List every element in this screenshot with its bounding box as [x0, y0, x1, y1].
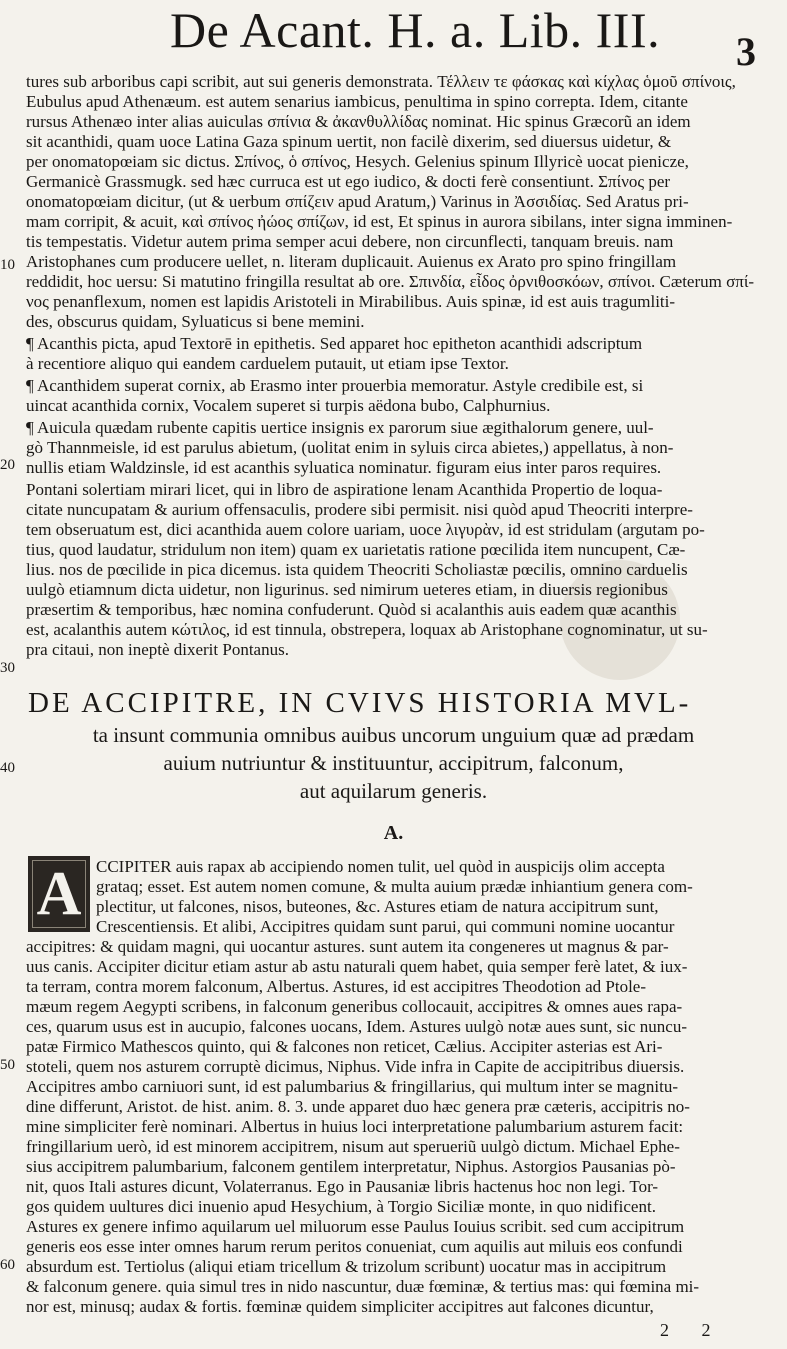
text-line: gò Thannmeisle, id est parulus abietum, (uolitat enim in syluis circa abietes,) appellatus, à non-: [26, 438, 674, 457]
line-number: 30: [0, 660, 15, 676]
text-line: onomatopœiam dicitur, (ut & uerbum σπίζειν apud Aratum,) Varinus in Ἀσσιδίας. Sed Aratus pri-: [26, 192, 689, 211]
text-line: dine differunt, Aristot. de hist. anim. 8. 3. unde apparet duo hæc genera præ cæteris, accipitris no-: [26, 1097, 690, 1116]
text-line: reddidit, hoc uersu: Si matutino fringilla resultat ab ore. Σπινδία, εἶδος ὀρνιθοσκόων, σπίνοι. Cæterum σπί-: [26, 272, 755, 291]
text-line: absurdum est. Tertiolus (aliqui etiam tricellum & trizolum scribunt) uocatur mas in accipitrum: [26, 1257, 667, 1276]
text-line: ta terram, contra morem falconum, Albertus. Astures, id est accipitres Theodotion ad Ptole-: [26, 977, 647, 996]
text-body: [0, 70, 787, 1340]
text-line: lius. nos de pœcilide in pica dicemus. ista quidem Theocriti Scholiastæ pœcilis, omnino carduelis: [26, 560, 688, 579]
text-line: Eubulus apud Athenæum. est autem senarius iambicus, penultima in spino correpta. Idem, citante: [26, 92, 688, 111]
text-line: citate nuncupatam & aurium offensaculis, prodere sibi permisit. nisi quòd apud Theocriti interpre-: [26, 500, 693, 519]
text-line: νος penanflexum, nomen est lapidis Aristoteli in Mirabilibus. Auis spinæ, id est auis tragumliti-: [26, 292, 676, 311]
text-line: Germanicè Grassmugk. sed hæc curruca est ut ego iudico, & docti ferè consentiunt. Σπίνος per: [26, 172, 671, 191]
text-line: ¶ Acanthidem superat cornix, ab Erasmo inter prouerbia memoratur. Astyle credibile est, si: [26, 376, 644, 395]
text-line: Crescentiensis. Et alibi, Accipitres quidam sunt parui, qui communi nomine uocantur: [96, 917, 675, 936]
chapter-subheading: aut aquilarum generis.: [299, 779, 488, 803]
text-line: nor est, minusq; audax & fortis. fœminæ quidem simpliciter accipitres aut falcones dicuntur,: [26, 1297, 654, 1316]
text-line: stoteli, quem nos asturem corruptè dicimus, Niphus. Vide infra in Capite de accipitribus diuersis.: [26, 1057, 685, 1076]
section-letter: A.: [383, 822, 404, 844]
text-line: Pontani solertiam mirari licet, qui in libro de aspiratione lenam Acanthida Propertio de loqua-: [26, 480, 663, 499]
text-line: mæum regem Aegypti scribens, in falconum generibus collocauit, accipitres & omnes aues rapa-: [26, 997, 683, 1016]
text-line: pra citaui, non ineptè dixerit Pontanus.: [26, 640, 289, 659]
text-line: rursus Athenæo inter alias auiculas σπίνια & ἀκανθυλλίδας nominat. Hic spinus Græcorũ an idem: [26, 112, 691, 131]
text-line: uus canis. Accipiter dicitur etiam astur ab astu naturali quem habet, quia semper ferè latet, & iux-: [26, 957, 688, 976]
text-line: mam corripit, & acuit, καὶ σπίνος ἠώος σπίζων, id est, Et spinus in aurora sibilans, inter signa imminen-: [26, 212, 733, 231]
text-line: Astures ex genere infimo aquilarum uel miluorum esse Paulus Iouius scribit. sed cum accipitrum: [26, 1217, 685, 1236]
line-number: 60: [0, 1257, 15, 1273]
text-line: patæ Firmico Mathescos quinto, qui & falcones non reticet, Cælius. Accipiter asterias est Ari-: [26, 1037, 663, 1056]
page-number: 3: [736, 29, 756, 74]
signature-mark: 2 2: [660, 1320, 725, 1340]
text-line: tures sub arboribus capi scribit, aut sui generis demonstrata. Τέλλειν τε φάσκας καὶ κίχλας ὁμοῦ σπίνοις,: [26, 72, 736, 91]
text-line: ¶ Auicula quædam rubente capitis uertice insignis ex parorum siue ægithalorum genere, uul-: [26, 418, 654, 437]
drop-cap: A: [28, 856, 90, 932]
text-line: uulgò etiamnum dicta uidetur, non ligurinus. sed nimirum ueteres etiam, in diuersis regionibus: [26, 580, 668, 599]
line-number: 40: [0, 760, 15, 776]
text-line: Accipitres ambo carniuori sunt, id est palumbarius & fringillarius, qui multum inter se magnitu-: [26, 1077, 679, 1096]
line-number: 20: [0, 457, 15, 473]
text-line: uincat acanthida cornix, Vocalem superet si turpis aëdona bubo, Calphurnius.: [26, 396, 551, 415]
text-line: sit acanthidi, quam uoce Latina Gaza spinum uertit, non facilè dixerim, sed diuersus uidetur, &: [26, 132, 672, 151]
text-line: tis tempestatis. Videtur autem prima semper acui debere, non circunflecti, tanquam breuis. nam: [26, 232, 674, 251]
text-line: & falconum genere. quia simul tres in nido nascuntur, duæ fœminæ, & tertius mas: qui fœmina mi-: [26, 1277, 700, 1296]
text-line: nullis etiam Waldzinsle, id est acanthis syluatica nominatur. figuram eius inter paros requires.: [26, 458, 662, 477]
chapter-subheading: auium nutriuntur & instituuntur, accipitrum, falconum,: [163, 751, 624, 775]
text-line: ces, quarum usus est in aucupio, falcones uocans, Idem. Astures uulgò notæ aues sunt, sic nuncu-: [26, 1017, 687, 1036]
text-line: Aristophanes cum producere uellet, n. literam duplicauit. Auienus ex Arato pro spino fringillam: [26, 252, 677, 271]
text-line: CCIPITER auis rapax ab accipiendo nomen tulit, uel quòd in auspicijs olim accepta: [96, 857, 665, 876]
text-line: tius, quod laudatur, stridulum non item) quam ex uarietatis ratione pœcilida item nuncupent, Cæ-: [26, 540, 686, 559]
line-number: 10: [0, 257, 15, 273]
text-line: generis eos esse inter omnes harum rerum peritos conueniat, cum aquilis aut miluis eos confundi: [26, 1237, 683, 1256]
text-line: fringillarium uerò, id est minorem accipitrem, nisum aut sperueriũ uulgò dictum. Michael Ephe-: [26, 1137, 680, 1156]
text-line: præsertim & temporibus, hæc nomina confuderunt. Quòd si acalanthis auis eadem quæ acanthis: [26, 600, 677, 619]
text-line: des, obscurus quidam, Syluaticus si bene memini.: [26, 312, 365, 331]
text-line: tem obseruatum est, dici acanthida auem colore uariam, uoce λιγυρὰν, id est stridulam (argutam po-: [26, 520, 705, 539]
line-number: 50: [0, 1057, 15, 1073]
text-line: grataq; esset. Est autem nomen comune, & multa auium prædæ inhiantium genera com-: [96, 877, 693, 896]
text-line: sius accipitrem palumbarium, falconem gentilem interpretatur, Niphus. Astorgios Pausanias pò-: [26, 1157, 676, 1176]
text-line: à recentiore aliquo qui eandem carduelem putauit, ut etiam ipse Textor.: [26, 354, 509, 373]
chapter-subheading: ta insunt communia omnibus auibus uncorum unguium quæ ad prædam: [92, 723, 695, 747]
text-line: ¶ Acanthis picta, apud Textorē in epithetis. Sed apparet hoc epitheton acanthidi adscriptum: [26, 334, 643, 353]
text-line: mine simpliciter ferè nominari. Albertus in huius loci interpretatione palumbarium asturem facit:: [26, 1117, 684, 1136]
running-head: De Acant. H. a. Lib. III.: [170, 2, 661, 58]
text-line: gos quidem uultures dici inuenio apud Hesychium, à Torgio Siciliæ monte, in quo nidificent.: [26, 1197, 656, 1216]
text-line: accipitres: & quidam magni, qui uocantur astures. sunt autem ita congeneres ut magnus & par-: [26, 937, 669, 956]
chapter-heading: DE ACCIPITRE, IN CVIVS HISTORIA MVL-: [28, 687, 692, 719]
text-line: nit, quos Itali astures dicunt, Volaterranus. Ego in Pausaniæ libris hactenus hoc non legi. Tor-: [26, 1177, 659, 1196]
text-line: per onomatopœiam sic dictus. Σπίνος, ὁ σπίνος, Hesych. Gelenius spinum Illyricè uocat pienicze,: [26, 152, 689, 171]
text-line: est, acalanthis autem κώτιλος, id est tinnula, obstrepera, loquax ab Aristophane cognominatur, ut su-: [26, 620, 708, 639]
text-line: plectitur, ut falcones, nisos, buteones, &c. Astures etiam de natura accipitrum sunt,: [96, 897, 659, 916]
